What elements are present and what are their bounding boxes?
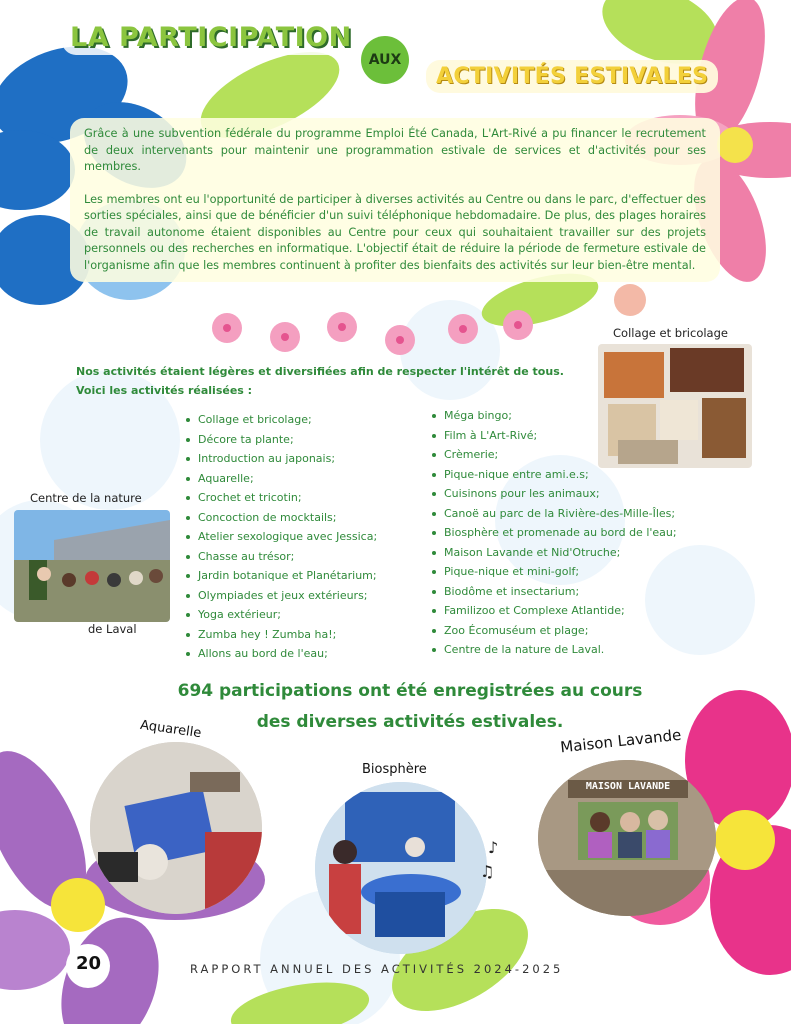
activity-item: Biosphère et promenade au bord de l'eau; [432,523,677,543]
aquarelle-caption: Aquarelle [139,717,203,742]
summary-line-2: des diverses activités estivales. [256,712,564,732]
nature-caption-top: Centre de la nature [30,491,142,505]
music-note-icon: ♪ [488,838,499,857]
page-number: 20 [76,953,102,974]
nature-photo [14,510,170,622]
summary-line-1: 694 participations ont été enregistrées au cours [177,681,643,701]
activity-item: Décore ta plante; [186,430,377,450]
activity-item: Maison Lavande et Nid'Otruche; [432,543,677,563]
aquarelle-photo [90,742,262,914]
biosphere-caption: Biosphère [362,762,427,777]
title-connector-badge: AUX [361,36,409,84]
activity-item: Collage et bricolage; [186,410,377,430]
activity-item: Jardin botanique et Planétarium; [186,566,377,586]
activity-item: Crochet et tricotin; [186,488,377,508]
activity-item: Zumba hey ! Zumba ha!; [186,625,377,645]
activity-item: Olympiades et jeux extérieurs; [186,586,377,606]
nature-image [14,510,170,622]
activity-item: Méga bingo; [432,406,677,426]
activity-item: Yoga extérieur; [186,605,377,625]
activity-item: Centre de la nature de Laval. [432,640,677,660]
aquarelle-image [90,742,262,914]
activity-item: Pique-nique et mini-golf; [432,562,677,582]
intro-paragraph-2: Les membres ont eu l'opportunité de participer à diverses activités au Centre ou dans le parc, d'effectuer des sorties spéciales, ainsi que de bénéficier d'un suivi téléphonique hebdomadaire. De plus, des plages horaires de travail autonome étaient disponibles au Centre pour ceux qui souhaitaient travailler sur des projets personnels ou des recherches en informatique. L'objectif était de réduire la période de fermeture estivale de l'organisme afin que les membres continuent à profiter des bienfaits des activités sur leur bien-être mental. [84,192,706,272]
page-title: LA PARTICIPATION [62,20,360,55]
activity-item: Cuisinons pour les animaux; [432,484,677,504]
nature-caption-bottom: de Laval [88,622,137,636]
lavande-caption: Maison Lavande [559,725,683,757]
intro-paragraph-1: Grâce à une subvention fédérale du programme Emploi Été Canada, L'Art-Rivé a pu financer le recrutement de deux intervenants pour maintenir une programmation estivale de services et d'activités pour ses membres. [84,127,706,173]
lavande-sign: MAISON LAVANDE [585,781,671,792]
biosphere-image [315,782,487,954]
activity-item: Chasse au trésor; [186,547,377,567]
activity-item: Canoë au parc de la Rivière-des-Mille-Îles; [432,504,677,524]
activities-lead-line-1: Nos activités étaient légères et diversifiées afin de respecter l'intérêt de tous. [76,365,564,378]
activity-item: Familizoo et Complexe Atlantide; [432,601,677,621]
biosphere-photo [315,782,487,954]
activity-item: Allons au bord de l'eau; [186,644,377,664]
activity-item: Atelier sexologique avec Jessica; [186,527,377,547]
activity-item: Zoo Écomuséum et plage; [432,621,677,641]
activity-item: Aquarelle; [186,469,377,489]
activity-item: Concoction de mocktails; [186,508,377,528]
activities-list-column-2 [432,406,677,660]
footer-report-title: RAPPORT ANNUEL DES ACTIVITÉS 2024-2025 [190,962,564,976]
music-notes-icon: ♫ [480,862,495,881]
page-subtitle: ACTIVITÉS ESTIVALES [426,60,718,93]
activities-lead-line-2: Voici les activités réalisées : [76,384,253,397]
activity-item: Crèmerie; [432,445,677,465]
collage-caption: Collage et bricolage [613,326,728,340]
intro-text-box [70,118,720,282]
lavande-photo [538,760,716,916]
activity-item: Film à L'Art-Rivé; [432,426,677,446]
activities-list-column-1 [186,410,377,664]
activity-item: Introduction au japonais; [186,449,377,469]
activities-intro [76,362,564,400]
activity-item: Biodôme et insectarium; [432,582,677,602]
activity-item: Pique-nique entre ami.e.s; [432,465,677,485]
